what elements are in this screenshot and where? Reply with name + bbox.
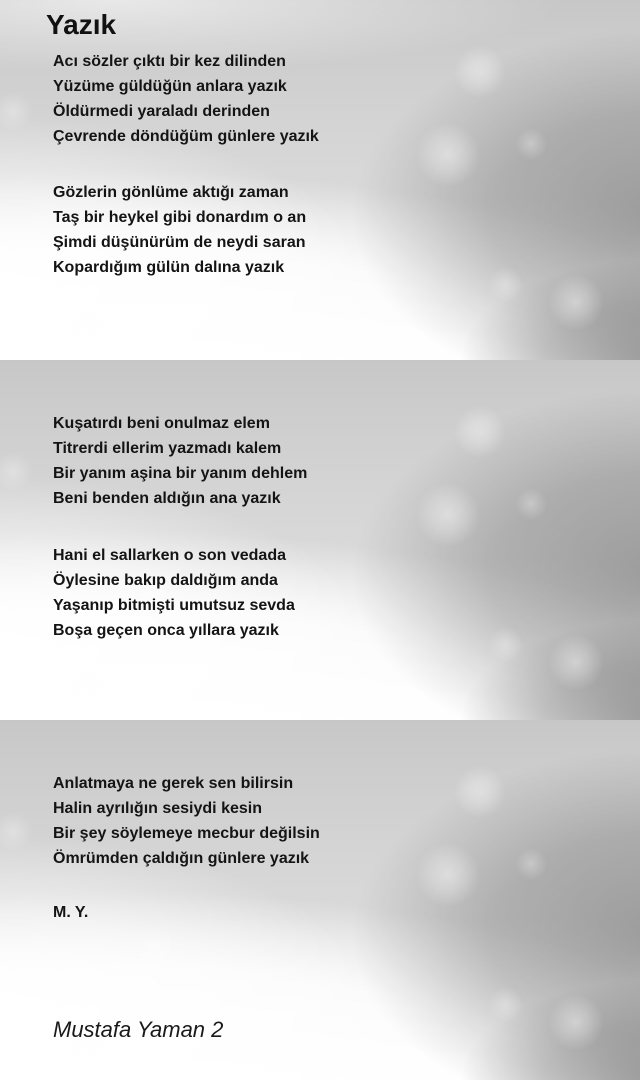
poem-line: Kuşatırdı beni onulmaz elem (53, 415, 270, 432)
poem-line: Acı sözler çıktı bir kez dilinden (53, 53, 286, 70)
poem-section-2 (0, 360, 640, 720)
poem-line: Taş bir heykel gibi donardım o an (53, 209, 307, 226)
stanza-4 (53, 543, 295, 643)
poem-line: Yüzüme güldüğün anlara yazık (53, 78, 287, 95)
poem-section-1 (0, 0, 640, 360)
poem-line: Hani el sallarken o son vedada (53, 547, 286, 564)
poem-line: Bir şey söylemeye mecbur değilsin (53, 825, 320, 842)
poem-line: Öldürmedi yaraladı derinden (53, 103, 270, 120)
poem-line: Ömrümden çaldığın günlere yazık (53, 850, 310, 867)
stanza-3 (53, 411, 307, 511)
poem-line: Halin ayrılığın sesiydi kesin (53, 800, 262, 817)
poem-line: Gözlerin gönlüme aktığı zaman (53, 184, 289, 201)
poet-initials: M. Y. (53, 904, 89, 921)
poet-name: Mustafa Yaman 2 (53, 1017, 224, 1042)
stanza-1 (53, 49, 319, 149)
poem-title: Yazık (46, 9, 117, 40)
stanza-2 (53, 180, 306, 280)
poem-line: Beni benden aldığın ana yazık (53, 490, 281, 507)
poem-line: Anlatmaya ne gerek sen bilirsin (53, 775, 294, 792)
poem-section-3 (0, 720, 640, 1080)
poem-line: Boşa geçen onca yıllara yazık (53, 622, 279, 639)
poem-line: Yaşanıp bitmişti umutsuz sevda (53, 597, 295, 614)
poem-line: Titrerdi ellerim yazmadı kalem (53, 440, 282, 457)
poem-line: Bir yanım aşina bir yanım dehlem (53, 465, 308, 482)
stanza-5 (53, 771, 320, 871)
poem-line: Öylesine bakıp daldığım anda (53, 572, 278, 589)
poem-line: Kopardığım gülün dalına yazık (53, 259, 285, 276)
poem-line: Çevrende döndüğüm günlere yazık (53, 128, 319, 145)
poem-line: Şimdi düşünürüm de neydi saran (53, 234, 306, 251)
